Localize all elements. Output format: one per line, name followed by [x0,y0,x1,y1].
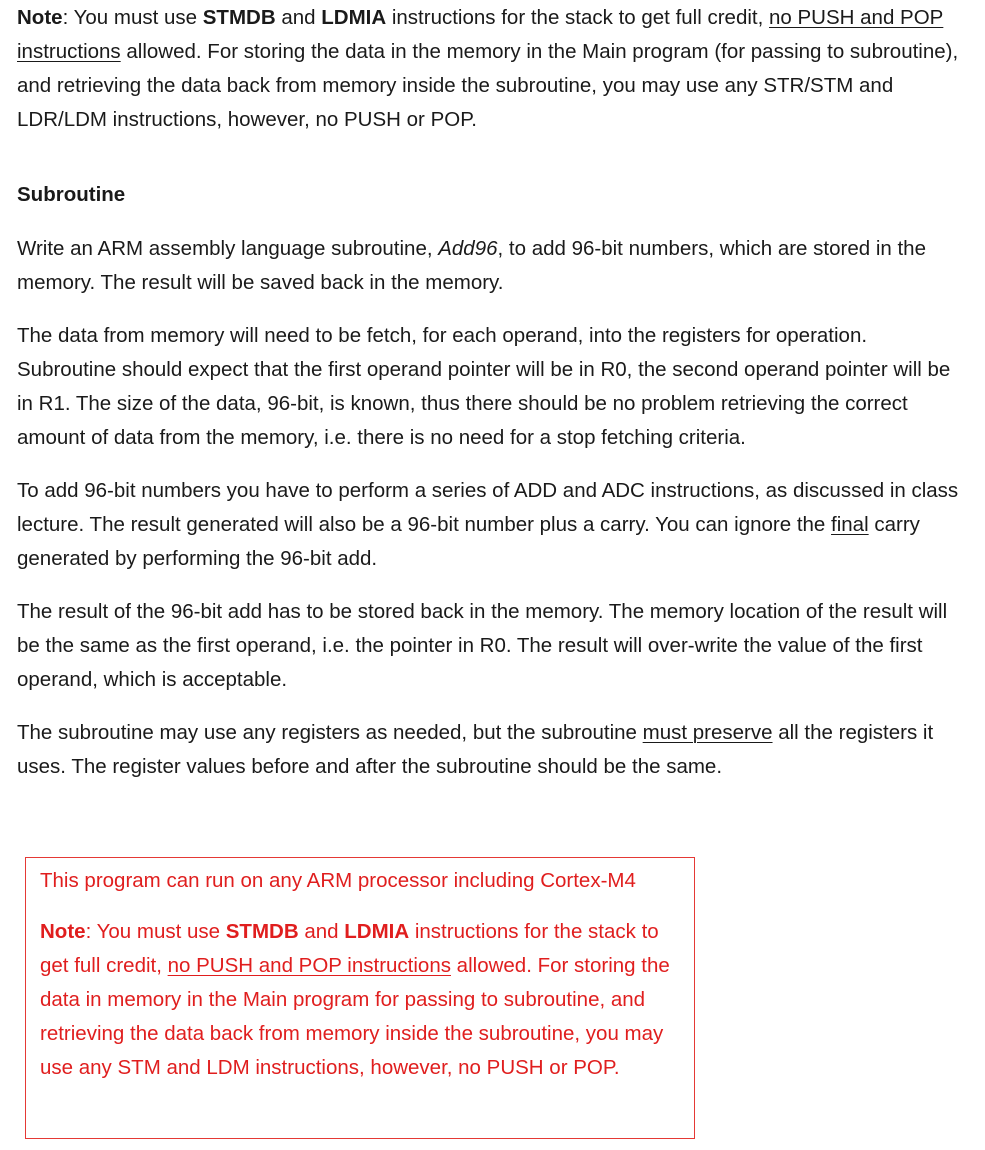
box-processor-line: This program can run on any ARM processor including Cortex-M4 [40,869,636,892]
section-heading: Subroutine [17,183,126,206]
box-ldmia-keyword: LDMIA [344,920,410,943]
red-note-box [25,857,695,1139]
stmdb-keyword: STMDB [202,6,276,29]
add-paragraph: To add 96-bit numbers you have to perform a series of ADD and ADC instructions, as discussed in class lecture. The result generated will also be a 96-bit number plus a carry. You can ignore the final carry generated by performing the 96-bit add. [17,479,959,570]
fetch-paragraph: The data from memory will need to be fetch, for each operand, into the registers for operation. Subroutine should expect that the first operand pointer will be in R0, the second operand pointer will be in R1. The size of the data, 96-bit, is known, thus there should be no problem retrieving the correct amount of data from the memory, i.e. there is no need for a stop fetching criteria. [17,324,951,449]
document-page [17,1,967,784]
store-paragraph: The result of the 96-bit add has to be stored back in the memory. The memory location of the result will be the same as the first operand, i.e. the pointer in R0. The result will over-write the value of the first operand, which is acceptable. [17,600,948,691]
note-paragraph: Note: You must use STMDB and LDMIA instructions for the stack to get full credit, no PUSH and POP instructions allowed. For storing the data in the memory in the Main program (for passing to subroutine), and retrieving the data back from memory inside the subroutine, you may use any STR/STM and LDR/LDM instructions, however, no PUSH or POP. [17,6,959,131]
box-note-label: Note [40,920,86,943]
intro-paragraph: Write an ARM assembly language subroutine, Add96, to add 96-bit numbers, which are stored in the memory. The result will be saved back in the memory. [17,237,926,294]
box-no-push-pop-underline: no PUSH and POP instructions [167,954,451,977]
final-underline: final [831,513,869,536]
preserve-paragraph: The subroutine may use any registers as needed, but the subroutine must preserve all the registers it uses. The register values before and after the subroutine should be the same. [17,721,934,778]
ldmia-keyword: LDMIA [321,6,387,29]
box-note-paragraph: Note: You must use STMDB and LDMIA instructions for the stack to get full credit, no PUSH and POP instructions allowed. For storing the data in memory in the Main program for passing to subroutine, and retrieving the data back from memory inside the subroutine, you may use any STM and LDM instructions, however, no PUSH or POP. [40,920,670,1079]
subroutine-name: Add96 [438,237,498,260]
box-stmdb-keyword: STMDB [225,920,299,943]
must-preserve-underline: must preserve [642,721,773,744]
note-label: Note [17,6,63,29]
no-push-pop-underline: no PUSH and POP instructions [17,6,944,63]
